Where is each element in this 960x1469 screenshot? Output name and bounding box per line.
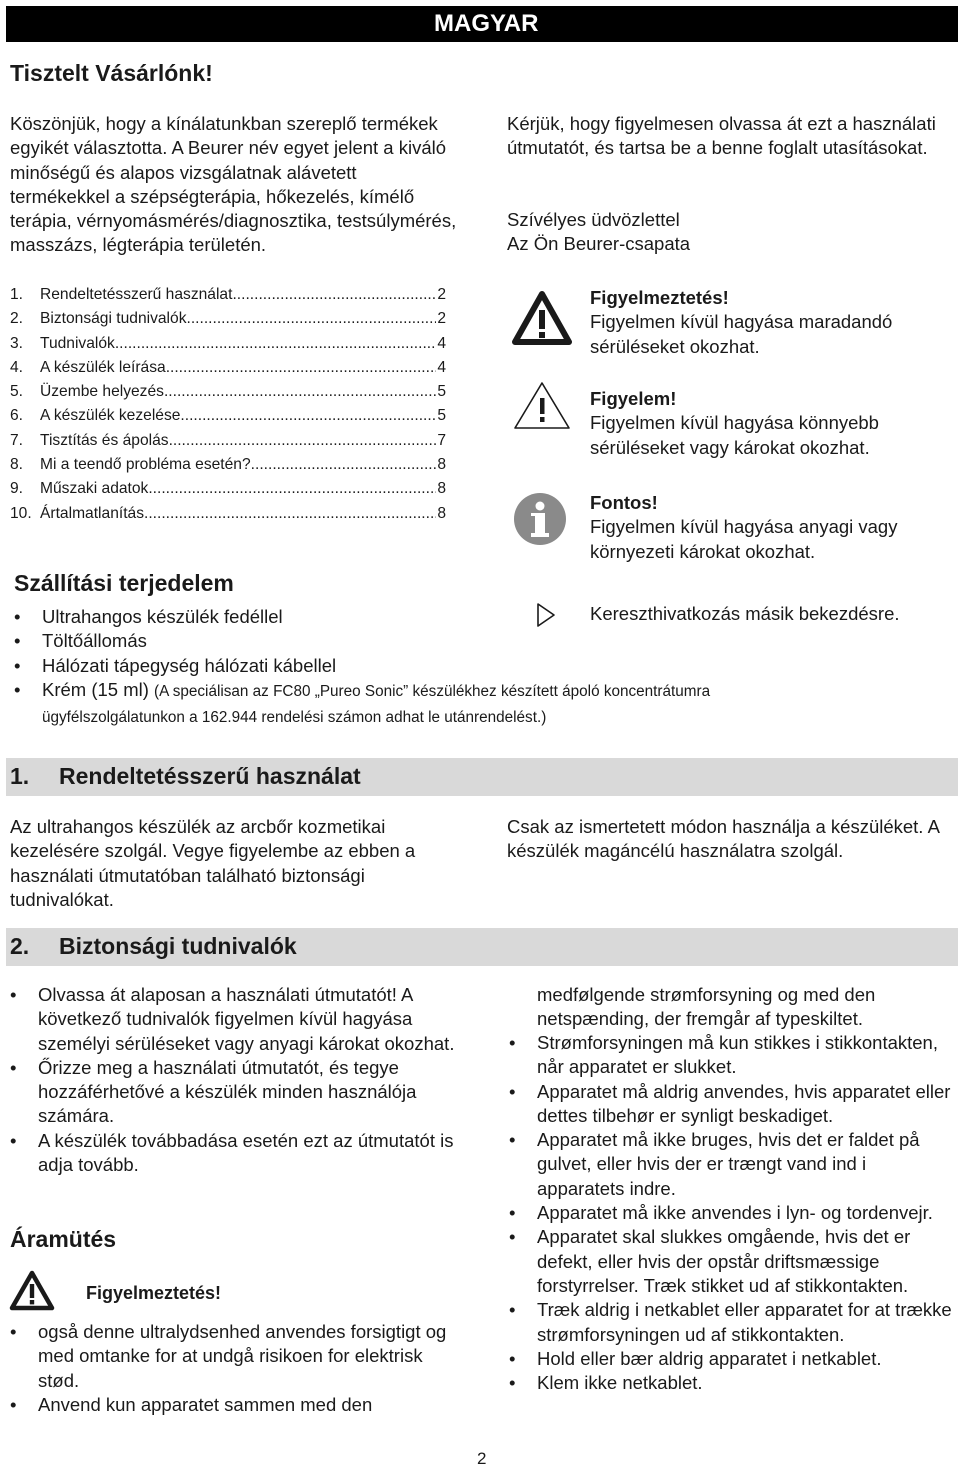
delivery-list [10, 605, 490, 678]
legend-warning [590, 286, 950, 359]
toc-page: 2 [437, 310, 446, 328]
toc-number: 1. [10, 286, 24, 303]
list-item: • Őrizze meg a használati útmutatót, és tegye hozzáférhetővé a készülék minden használója számára. [6, 1056, 456, 1129]
toc-leader-dots [115, 332, 436, 356]
toc-title: Mi a teendő probléma esetén? [40, 456, 251, 474]
list-item: • Træk aldrig i netkablet eller apparatet for at trække strømforsyningen ud af stikkontakten. [505, 1298, 955, 1347]
legend-important [590, 491, 950, 564]
section-2-header [6, 928, 958, 966]
section-1-number: 1. [10, 763, 30, 789]
toc-number: 2. [10, 310, 24, 328]
toc-leader-dots [187, 307, 437, 331]
toc-title: A készülék leírása [40, 358, 166, 376]
section-1-title: Rendeltetésszerű használat [59, 763, 361, 789]
list-item: • Hálózati tápegység hálózati kábellel [10, 654, 490, 678]
toc-entry [10, 453, 446, 477]
info-icon [513, 492, 567, 546]
list-item: • Olvassa át alaposan a használati útmutatót! A következő tudnivalók figyelmen kívül hagyása személyi sérüléseket vagy anyagi károkat okozhat. [6, 983, 456, 1056]
list-item: • Töltőállomás [10, 629, 490, 653]
toc-entry [10, 477, 446, 501]
toc-title: Tudnivalók [40, 334, 115, 352]
delivery-cream-item [10, 678, 830, 731]
legend-caution-title: Figyelem! [590, 388, 677, 409]
list-item: • A készülék továbbadása esetén ezt az útmutatót is adja tovább. [6, 1129, 456, 1178]
list-item: • Anvend kun apparatet sammen med den [6, 1393, 456, 1417]
legend-caution [590, 387, 950, 460]
section-2-title: Biztonsági tudnivalók [59, 933, 297, 959]
toc-leader-dots [251, 453, 437, 477]
section-1-header [6, 758, 958, 796]
list-item: • Klem ikke netkablet. [505, 1371, 955, 1395]
legend-warning-title: Figyelmeztetés! [590, 287, 729, 308]
list-item: • Strømforsyningen må kun stikkes i stikkontakten, når apparatet er slukket. [505, 1031, 955, 1080]
toc-page: 4 [437, 334, 446, 352]
intro-text: Köszönjük, hogy a kínálatunkban szereplő termékek egyikét választotta. A Beurer név egyet jelent a kiváló minőségű és alapos vizsgálatnak alávetett termékekkel a szépségterápia, hőkezelés, kímélő terápia, vérnyomásmérés/diagnosztika, testsúlymérés, masszázs, légterápia területén. [10, 113, 457, 256]
legend-important-title: Fontos! [590, 492, 658, 513]
list-item: • Hold eller bær aldrig apparatet i netkablet. [505, 1347, 955, 1371]
toc-number: 5. [10, 383, 24, 401]
intro-request-text: Kérjük, hogy figyelmesen olvassa át ezt a használati útmutatót, és tartsa be a benne foglalt utasításokat. [507, 113, 936, 159]
legend-caution-text: Figyelmen kívül hagyása könnyebb sérüléseket vagy károkat okozhat. [590, 412, 879, 458]
toc-page: 7 [437, 431, 446, 449]
list-item: • Apparatet skal slukkes omgående, hvis det er defekt, eller hvis der opstår driftsmæssige forstyrrelser. Træk stikket ud af stikkontakten. [505, 1225, 955, 1298]
toc-entry [10, 332, 446, 356]
toc-leader-dots [144, 502, 436, 526]
toc-entry [10, 356, 446, 380]
safety-list-right [505, 1031, 955, 1395]
electric-shock-heading: Áramütés [10, 1226, 117, 1252]
toc-page: 4 [437, 358, 446, 376]
toc-number: 9. [10, 480, 24, 498]
legend-warning-text: Figyelmen kívül hagyása maradandó sérüléseket okozhat. [590, 311, 893, 357]
toc-entry [10, 307, 446, 331]
toc-title: Üzembe helyezés [40, 383, 164, 401]
toc-title: A készülék kezelése [40, 407, 181, 425]
toc-page: 8 [437, 456, 446, 474]
list-item [10, 678, 830, 731]
closing-line-1: Szívélyes üdvözlettel [507, 209, 680, 230]
table-of-contents [10, 283, 446, 526]
closing-signature: Az Ön Beurer-csapata [507, 233, 691, 255]
toc-page: 2 [437, 286, 446, 303]
greeting-title: Tisztelt Vásárlónk! [10, 60, 213, 86]
list-item: • Ultrahangos készülék fedéllel [10, 605, 490, 629]
list-item: • Apparatet må aldrig anvendes, hvis apparatet eller dettes tilbehør er synligt beskadiget. [505, 1080, 955, 1129]
page-number: 2 [477, 1449, 487, 1468]
toc-title: Műszaki adatok [40, 480, 149, 498]
toc-page: 8 [437, 504, 446, 522]
electric-shock-warning-title: Figyelmeztetés! [86, 1283, 222, 1303]
language-header-bar [6, 6, 958, 42]
toc-entry [10, 502, 446, 526]
warning-triangle-icon [512, 290, 572, 348]
toc-title: Rendeltetésszerű használat [40, 286, 233, 303]
delivery-heading: Szállítási terjedelem [14, 570, 234, 596]
section-1-left-text: Az ultrahangos készülék az arcbőr kozmetikai kezelésére szolgál. Vegye figyelembe az ebben a használati útmutatóban található biztonsági tudnivalókat. [10, 816, 416, 910]
toc-leader-dots [180, 404, 436, 428]
toc-entry [10, 380, 446, 404]
caution-triangle-icon [512, 380, 572, 432]
toc-entry [10, 404, 446, 428]
toc-number: 10. [10, 504, 32, 522]
toc-title: Tisztítás és ápolás [40, 431, 169, 449]
toc-title: Biztonsági tudnivalók [40, 310, 187, 328]
legend-important-text: Figyelmen kívül hagyása anyagi vagy környezeti károkat okozhat. [590, 516, 898, 562]
electric-shock-list [6, 1320, 456, 1417]
section-2-number: 2. [10, 933, 30, 959]
cross-reference-icon [536, 602, 556, 628]
list-item: • Apparatet må ikke anvendes i lyn- og tordenvejr. [505, 1201, 955, 1225]
toc-leader-dots [148, 477, 436, 501]
warning-triangle-icon [9, 1270, 55, 1312]
language-label: MAGYAR [434, 10, 539, 37]
toc-page: 8 [437, 480, 446, 498]
safety-list [6, 983, 456, 1177]
list-item: • også denne ultralydsenhed anvendes forsigtigt og med omtanke for at undgå risikoen for elektrisk stød. [6, 1320, 456, 1393]
toc-number: 4. [10, 358, 24, 376]
toc-entry [10, 283, 446, 307]
toc-number: 6. [10, 407, 24, 425]
list-item: • Apparatet må ikke bruges, hvis det er faldet på gulvet, eller hvis der er trængt vand ind i apparatets indre. [505, 1128, 955, 1201]
toc-number: 8. [10, 456, 24, 474]
section-1-right-text: Csak az ismertetett módon használja a készüléket. A készülék magáncélú használatra szolgál. [507, 816, 939, 862]
toc-page: 5 [437, 407, 446, 425]
safety-list-continuation: medfølgende strømforsyning og med den netspænding, der fremgår af typeskiltet. [537, 984, 876, 1030]
closing [507, 208, 952, 257]
legend-cross-reference-text: Kereszthivatkozás másik bekezdésre. [590, 603, 900, 624]
toc-entry [10, 429, 446, 453]
toc-number: 3. [10, 334, 24, 352]
toc-leader-dots [232, 283, 436, 307]
toc-title: Ártalmatlanítás [40, 504, 145, 522]
cream-label: Krém (15 ml) [42, 679, 149, 700]
toc-leader-dots [169, 429, 437, 453]
toc-number: 7. [10, 431, 24, 449]
toc-leader-dots [164, 380, 436, 404]
toc-leader-dots [166, 356, 437, 380]
toc-page: 5 [437, 383, 446, 401]
cream-note: (A speciálisan az FC80 „Pureo Sonic” készülékhez készített ápoló koncentrátumra ügyfélszolgálatunkon a 162.944 rendelési számon adhat le utánrendelést.) [42, 683, 711, 727]
